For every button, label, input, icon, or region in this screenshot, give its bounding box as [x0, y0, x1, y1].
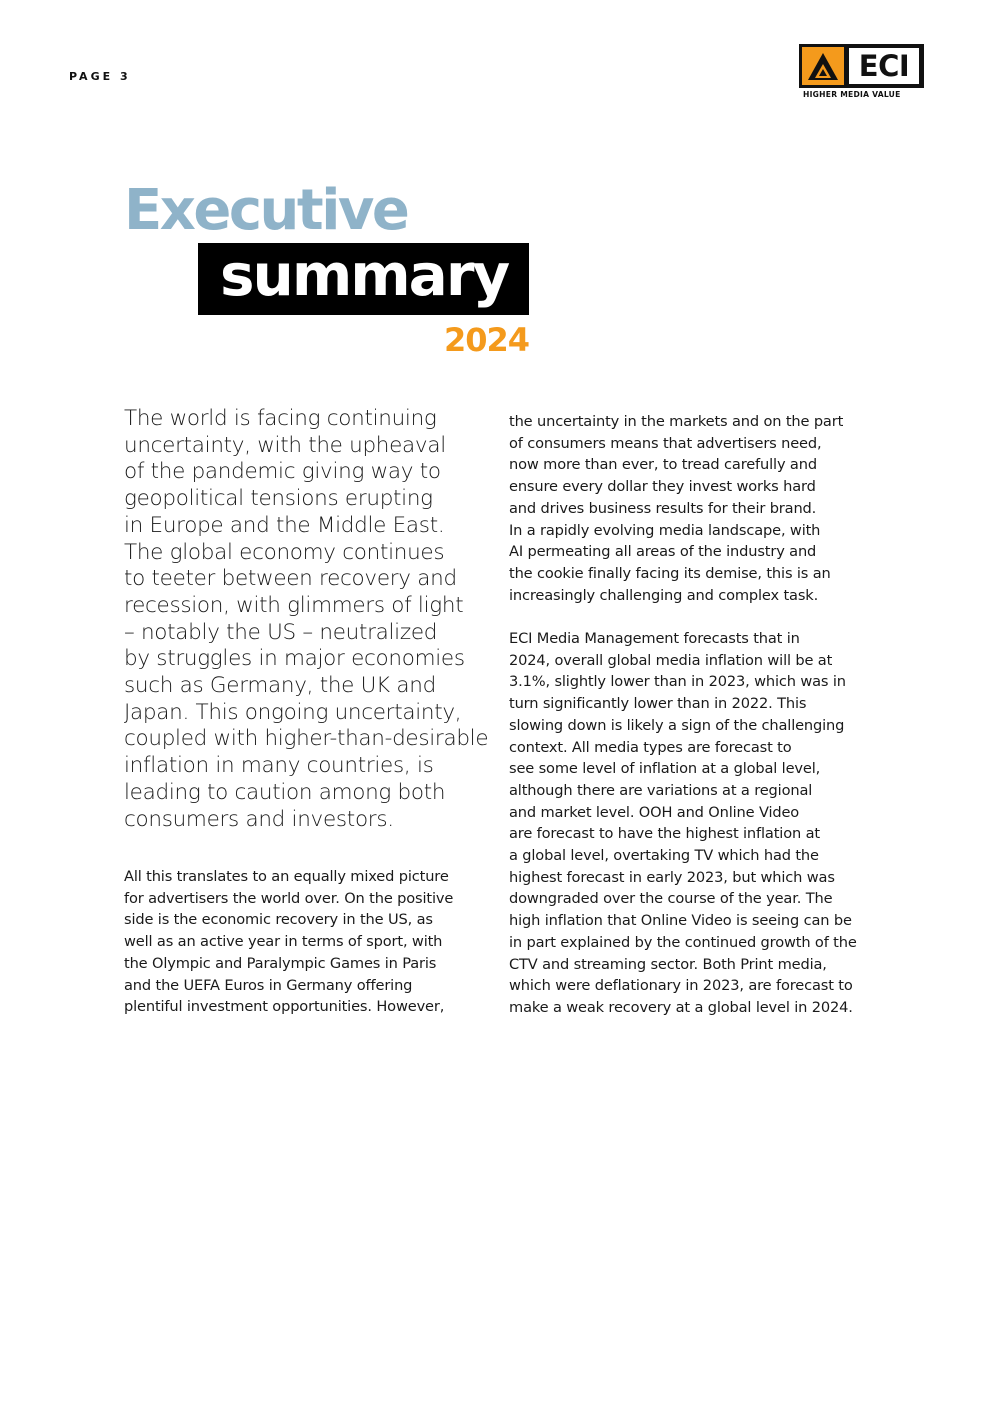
- text-line: context. All media types are forecast to: [509, 738, 792, 756]
- text-line: see some level of inflation at a global level,: [509, 760, 821, 778]
- page-number-label: PAGE 3: [69, 70, 131, 83]
- lead-line: consumers and investors.: [124, 806, 394, 832]
- text-line: 2024, overall global media inflation will be at: [509, 651, 833, 669]
- lead-line: The world is facing continuing: [124, 406, 437, 431]
- text-line: the uncertainty in the markets and on the part: [509, 413, 844, 430]
- text-line: the cookie finally facing its demise, this is an: [509, 564, 831, 582]
- text-line: a global level, overtaking TV which had the: [509, 847, 819, 865]
- text-line: well as an active year in terms of sport, with: [124, 933, 443, 951]
- right-body-paragraph-2: [509, 628, 857, 1019]
- lead-line: leading to caution among both: [124, 779, 446, 805]
- lead-line: such as Germany, the UK and: [124, 673, 436, 699]
- text-line: CTV and streaming sector. Both Print media,: [509, 955, 827, 973]
- right-body-paragraph-1: [509, 411, 843, 606]
- text-line: highest forecast in early 2023, but which was: [509, 868, 835, 886]
- lead-line: coupled with higher-than-desirable: [124, 726, 489, 752]
- eci-logo: [799, 44, 924, 102]
- text-line: downgraded over the course of the year. The: [509, 890, 833, 908]
- text-line: plentiful investment opportunities. However,: [124, 998, 445, 1016]
- text-line: AI permeating all areas of the industry and: [509, 543, 817, 561]
- text-line: although there are variations at a regional: [509, 781, 813, 799]
- text-line: ECI Media Management forecasts that in: [509, 630, 800, 647]
- text-line: All this translates to an equally mixed picture: [124, 868, 449, 885]
- text-line: In a rapidly evolving media landscape, with: [509, 521, 821, 539]
- text-line: make a weak recovery at a global level in 2024.: [509, 998, 853, 1016]
- lead-line: – notably the US – neutralized: [124, 619, 438, 645]
- text-line: side is the economic recovery in the US, as: [124, 911, 433, 929]
- text-line: are forecast to have the highest inflation at: [509, 825, 820, 843]
- left-body-paragraph: [124, 866, 453, 1018]
- text-line: for advertisers the world over. On the positive: [124, 889, 454, 907]
- lead-line: of the pandemic giving way to: [124, 459, 441, 485]
- lead-line: uncertainty, with the upheaval: [124, 432, 446, 458]
- text-line: now more than ever, to tread carefully and: [509, 456, 817, 474]
- text-line: ensure every dollar they invest works hard: [509, 478, 816, 496]
- lead-line: by struggles in major economies: [124, 646, 465, 672]
- text-line: which were deflationary in 2023, are forecast to: [509, 977, 853, 995]
- title-year: 2024: [443, 321, 529, 359]
- title-summary-block: [198, 243, 529, 315]
- text-line: and drives business results for their brand.: [509, 499, 817, 517]
- text-line: 3.1%, slightly lower than in 2023, which was in: [509, 673, 846, 691]
- title-line-summary: summary: [220, 241, 509, 309]
- text-line: the Olympic and Paralympic Games in Paris: [124, 954, 437, 972]
- text-line: and market level. OOH and Online Video: [509, 803, 800, 821]
- lead-line: geopolitical tensions erupting: [124, 486, 433, 512]
- logo-tagline: HIGHER MEDIA VALUE: [803, 90, 901, 99]
- text-line: increasingly challenging and complex task.: [509, 586, 819, 604]
- lead-line: to teeter between recovery and: [124, 566, 457, 592]
- lead-line: Japan. This ongoing uncertainty,: [124, 699, 462, 725]
- text-line: turn significantly lower than in 2022. This: [509, 695, 807, 713]
- lead-line: in Europe and the Middle East.: [124, 512, 445, 538]
- lead-paragraph: [124, 406, 488, 833]
- text-line: in part explained by the continued growth of the: [509, 933, 857, 951]
- logo-a-mark-icon: [802, 47, 844, 85]
- text-line: high inflation that Online Video is seeing can be: [509, 912, 852, 930]
- title-line-executive: Executive: [124, 178, 408, 243]
- text-line: and the UEFA Euros in Germany offering: [124, 976, 413, 994]
- text-line: of consumers means that advertisers need,: [509, 434, 822, 452]
- logo-wordmark: ECI: [849, 48, 919, 84]
- lead-line: inflation in many countries, is: [124, 753, 434, 779]
- lead-line: recession, with glimmers of light: [124, 592, 464, 618]
- text-line: slowing down is likely a sign of the challenging: [509, 716, 845, 734]
- lead-line: The global economy continues: [124, 539, 445, 565]
- logo-frame: [799, 44, 924, 88]
